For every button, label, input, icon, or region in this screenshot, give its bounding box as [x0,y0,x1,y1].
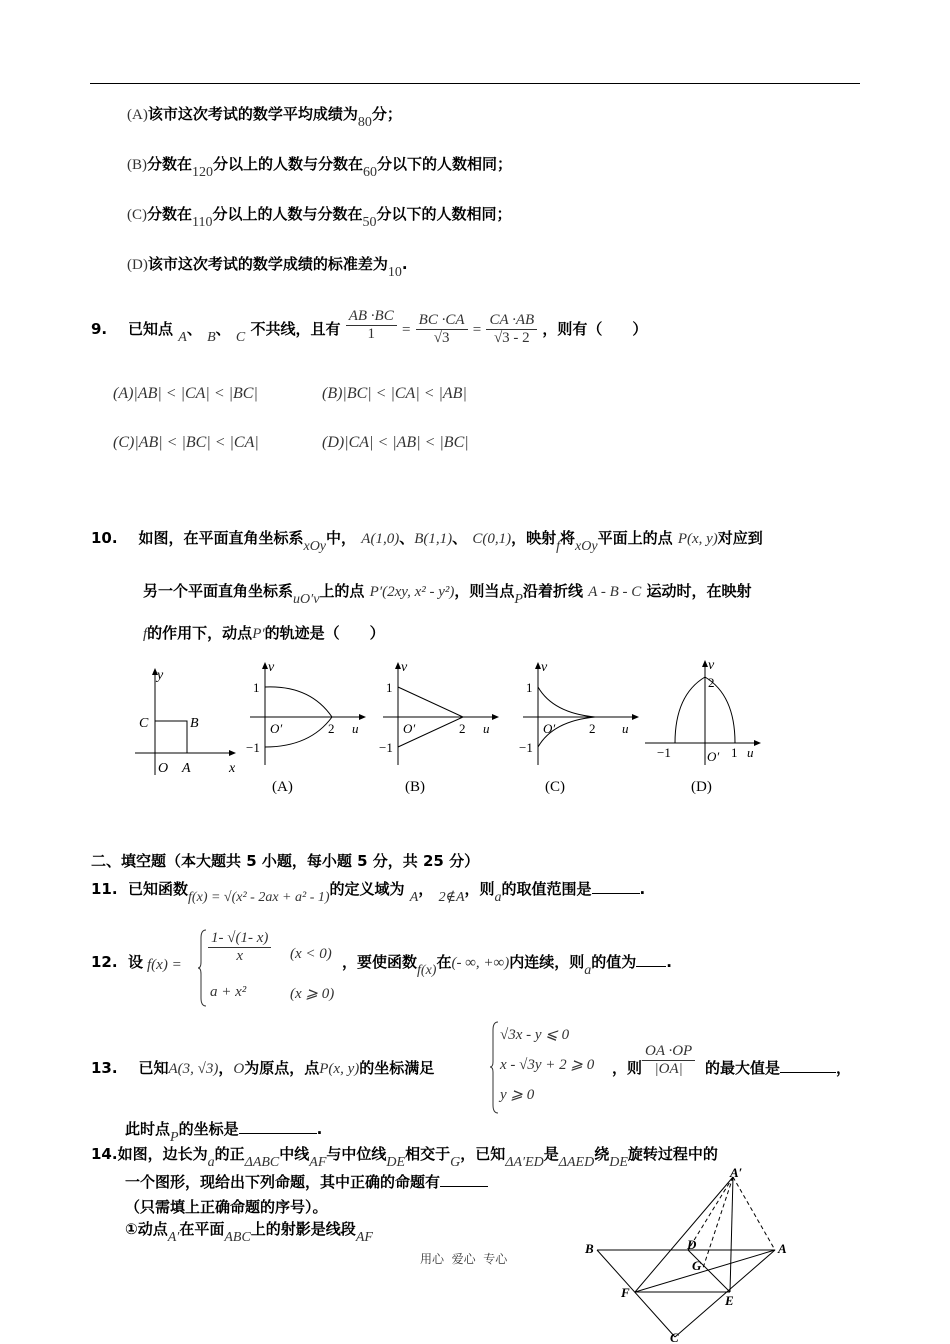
q8-option-b: (B)分数在120分以上的人数与分数在60分以下的人数相同； [127,155,513,180]
svg-text:u: u [483,721,490,736]
figure-option-a [246,660,365,795]
q14-figure [575,1165,800,1344]
q10-line1: 10. 如图，在平面直角坐标系xOy中， A(1,0)、B(1,1)、 C(0,1)，映射f将xOy平面上的点 P(x, y)对应到 [91,529,763,554]
q13-line2: 此时点P的坐标是 . [125,1120,323,1145]
figure-option-b [379,660,498,795]
svg-text:1: 1 [253,680,260,695]
q9-fraction-1: $\frac{AB \cdot BC}{1}$ [346,308,397,343]
svg-text:O′: O′ [707,749,720,764]
q8-option-a: (A)该市这次考试的数学平均成绩为80分； [127,105,402,130]
svg-text:1: 1 [731,745,738,760]
q14-proposition-1: ①动点A′在平面ABC上的射影是线段AF [125,1220,373,1245]
q13-tail: ，则 [612,1059,643,1077]
svg-text:y: y [157,668,164,683]
q12-case1-cond: (x < 0) [290,946,332,962]
q14-line1: 14.如图，边长为a的正ΔABC中线AF与中位线DE相交于G，已知ΔA′ED是ΔAED绕DE旋转过程中的 [91,1145,718,1170]
section-2-title: 二、填空题（本大题共 5 小题，每小题 5 分，共 25 分） [91,852,480,870]
svg-text:B: B [190,716,199,731]
svg-text:O′: O′ [270,721,283,736]
q12-case2-cond: (x ⩾ 0) [290,986,335,1002]
svg-text:F: F [621,1285,630,1300]
q12-tail: ，要使函数f(x)在(- ∞, +∞)内连续，则a的值为 . [342,953,672,978]
svg-text:v: v [708,658,715,673]
figure-option-d [645,658,760,795]
q10-figures [125,655,765,800]
svg-text:B: B [585,1241,594,1256]
page-footer: 用心 爱心 专心 [420,1252,508,1266]
q12-answer-blank[interactable] [636,966,666,967]
svg-text:v: v [268,660,275,675]
svg-text:(C): (C) [545,779,565,795]
figure-square [135,668,236,776]
q12-case2: a + x² [210,984,247,1000]
q13-answer-blank-2[interactable] [239,1133,317,1134]
svg-text:v: v [541,660,548,675]
q12-label: 12. 设 [91,953,144,971]
svg-text:−1: −1 [519,740,533,755]
svg-text:2: 2 [589,721,596,736]
svg-text:v: v [401,660,408,675]
svg-text:2: 2 [459,721,466,736]
q14-answer-blank[interactable] [440,1186,488,1187]
q8-option-c: (C)分数在110分以上的人数与分数在50分以下的人数相同； [127,205,512,230]
figure-option-c [519,660,638,795]
q11: 11. 已知函数f(x) = √(x² - 2ax + a² - 1)的定义域为 A， 2∉A，则a的取值范围是 . [91,880,646,905]
svg-text:u: u [622,721,629,736]
svg-text:−1: −1 [246,740,260,755]
q13-stem: 13. 已知A(3, √3)，O为原点，点P(x, y)的坐标满足 [91,1059,435,1077]
svg-text:−1: −1 [379,740,393,755]
svg-text:E: E [725,1293,734,1308]
q9-option-c: (C)|AB| < |BC| < |CA| [113,434,259,451]
q8-option-d: (D)该市这次考试的数学成绩的标准差为10. [127,255,408,280]
svg-text:2: 2 [708,675,715,690]
q14-line3: （只需填上正确命题的序号）。 [125,1198,328,1216]
svg-text:u: u [352,721,359,736]
q13-answer-blank-1[interactable] [780,1072,836,1073]
svg-text:A′: A′ [730,1165,743,1180]
q12-brace [198,928,208,1008]
q9-option-a: (A)|AB| < |CA| < |BC| [113,385,258,402]
q9-fraction-3: $\frac{CA \cdot AB}{√3 - 2}$ [486,312,537,347]
svg-text:(D): (D) [691,779,712,795]
q12-fx: f(x) = [147,957,182,973]
q12-case1-fraction: $\frac{1- √(1- x)}{x}$ [208,930,271,965]
q9-fraction-2: $\frac{BC \cdot CA}{√3}$ [416,312,468,347]
svg-text:C: C [139,716,149,731]
svg-text:O: O [158,761,169,776]
q9-stem: 9. 已知点 A、 B、 C 不共线，且有 $\frac{AB \cdot BC}{1}$ = $\frac{BC \cdot CA}{√3}$ = $\frac{CA \cdot AB}{√3 - 2}$ ，则有（ ） [91,308,648,346]
q13-tail2: 的最大值是 ， [705,1059,852,1077]
svg-text:C: C [670,1330,679,1344]
q11-answer-blank[interactable] [592,893,640,894]
svg-text:1: 1 [526,680,533,695]
q13-system-3: y ⩾ 0 [500,1087,535,1103]
q10-line2: 另一个平面直角坐标系uO′v上的点 P′(2xy, x² - y²)，则当点P沿着折线 A - B - C 运动时，在映射 [143,582,752,607]
svg-text:G: G [692,1258,702,1273]
q13-system-2: x - √3y + 2 ⩾ 0 [500,1057,595,1073]
svg-text:A: A [778,1241,787,1256]
svg-text:O′: O′ [543,721,556,736]
q13-fraction: $\frac{OA \cdot OP}{|OA|}$ [642,1043,695,1078]
q9-option-d: (D)|CA| < |AB| < |BC| [322,434,469,451]
q10-line3: f的作用下，动点P′的轨迹是（ ） [143,624,385,642]
header-rule [90,83,860,84]
q13-system-1: √3x - y ⩽ 0 [500,1027,570,1043]
svg-text:2: 2 [328,721,335,736]
svg-text:−1: −1 [657,745,671,760]
svg-text:A: A [182,761,191,776]
svg-text:O′: O′ [403,721,416,736]
q9-option-b: (B)|BC| < |CA| < |AB| [322,385,467,402]
q14-line2: 一个图形，现给出下列命题，其中正确的命题有 [125,1171,488,1192]
svg-text:(B): (B) [405,779,425,795]
svg-text:D: D [687,1237,697,1252]
svg-text:(A): (A) [272,779,293,795]
svg-text:u: u [747,745,754,760]
svg-text:x: x [229,761,236,776]
svg-text:1: 1 [386,680,393,695]
q13-brace [490,1020,500,1115]
